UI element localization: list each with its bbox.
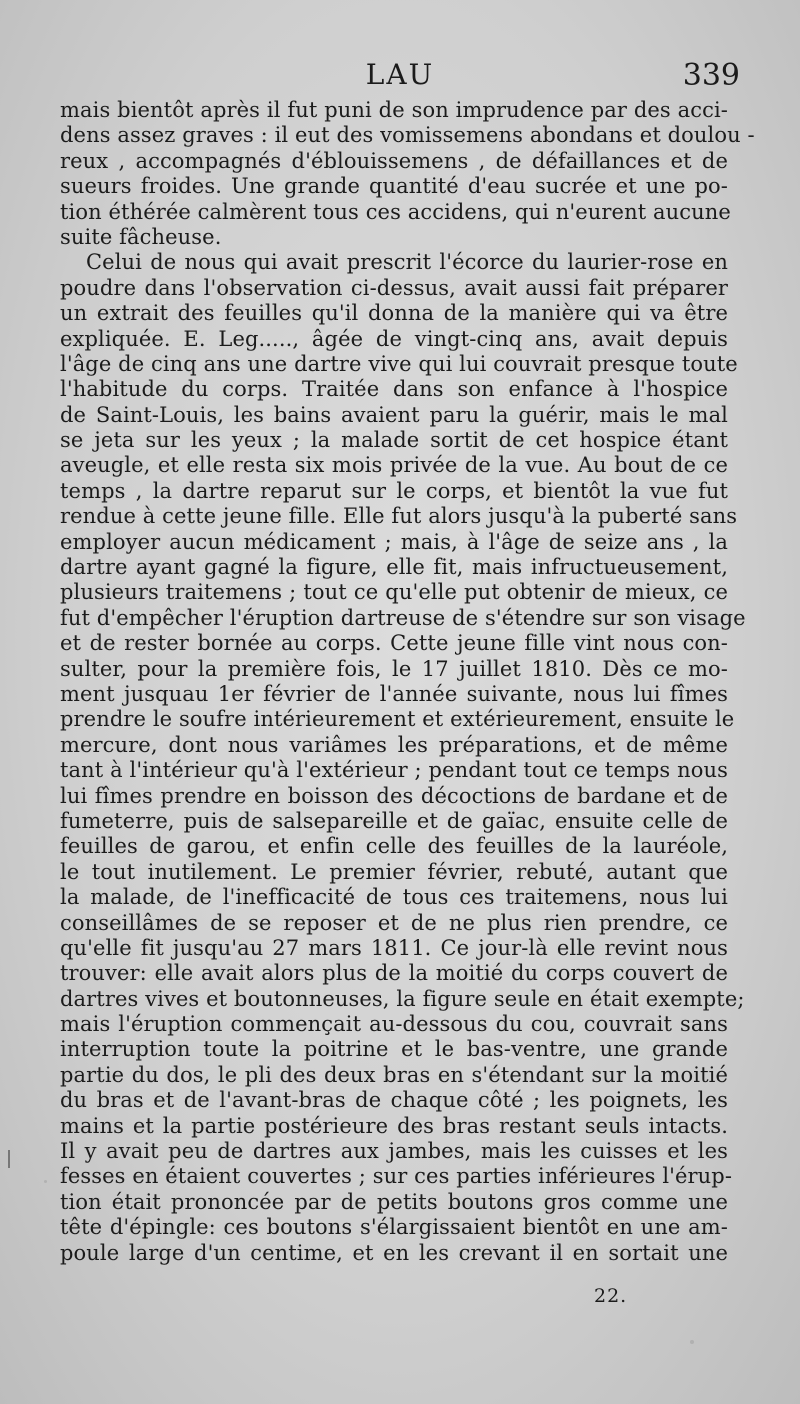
- text-line: un extrait des feuilles qu'il donna de la manière qui va être: [60, 301, 728, 326]
- text-line: dartres vives et boutonneuses, la figure seule en était exempte;: [60, 986, 745, 1011]
- text-line: qu'elle fit jusqu'au 27 mars 1811. Ce jour-là elle revint nous: [60, 935, 728, 960]
- text-line: Il y avait peu de dartres aux jambes, mais les cuisses et les: [60, 1139, 728, 1164]
- text-line: tion éthérée calmèrent tous ces accidens, qui n'eurent aucune: [60, 199, 731, 224]
- text-line: sulter, pour la première fois, le 17 juillet 1810. Dès ce mo-: [60, 656, 728, 681]
- text-line: feuilles de garou, et enfin celle des feuilles de la lauréole,: [60, 834, 728, 859]
- text-line: dartre ayant gagné la figure, elle fit, mais infructueusement,: [60, 555, 728, 580]
- text-line: de Saint-Louis, les bains avaient paru la guérir, mais le mal: [60, 402, 728, 427]
- text-line: lui fîmes prendre en boisson des décoctions de bardane et de: [60, 783, 728, 808]
- body-text: [60, 98, 755, 1266]
- text-line: expliquée. E. Leg....., âgée de vingt-cinq ans, avait depuis: [60, 326, 728, 351]
- text-line: l'âge de cinq ans une dartre vive qui lui couvrait presque toute: [60, 351, 738, 376]
- text-line: le tout inutilement. Le premier février, rebuté, autant que: [60, 859, 728, 884]
- text-line: poudre dans l'observation ci-dessus, avait aussi fait préparer: [60, 275, 728, 300]
- text-line: poule large d'un centime, et en les crevant il en sortait une: [60, 1240, 728, 1265]
- text-line: du bras et de l'avant-bras de chaque côté ; les poignets, les: [60, 1088, 728, 1113]
- text-line: interruption toute la poitrine et le bas-ventre, une grande: [60, 1037, 728, 1062]
- text-line: dens assez graves : il eut des vomissemens abondans et doulou -: [60, 123, 755, 148]
- text-line: fut d'empêcher l'éruption dartreuse de s'étendre sur son visage: [60, 605, 746, 630]
- text-line: et de rester bornée au corps. Cette jeune fille vint nous con-: [60, 631, 728, 656]
- text-line: prendre le soufre intérieurement et extérieurement, ensuite le: [60, 707, 735, 732]
- text-line: temps , la dartre reparut sur le corps, et bientôt la vue fut: [60, 478, 728, 503]
- text-line: conseillâmes de se reposer et de ne plus rien prendre, ce: [60, 910, 728, 935]
- text-line: fumeterre, puis de salsepareille et de gaïac, ensuite celle de: [60, 808, 728, 833]
- text-line: tant à l'intérieur qu'à l'extérieur ; pendant tout ce temps nous: [60, 758, 728, 783]
- text-line: suite fâcheuse.: [60, 224, 222, 249]
- text-line: l'habitude du corps. Traitée dans son enfance à l'hospice: [60, 377, 728, 402]
- running-head: LAU: [365, 58, 435, 91]
- text-line: mais bientôt après il fut puni de son imprudence par des acci-: [60, 98, 728, 122]
- text-line: rendue à cette jeune fille. Elle fut alors jusqu'à la puberté sans: [60, 504, 738, 529]
- text-line: se jeta sur les yeux ; la malade sortit de cet hospice étant: [60, 428, 728, 453]
- text-line: partie du dos, le pli des deux bras en s'étendant sur la moitié: [60, 1062, 728, 1087]
- text-line: la malade, de l'inefficacité de tous ces traitemens, nous lui: [60, 885, 728, 910]
- text-line: reux , accompagnés d'éblouissemens , de défaillances et de: [60, 148, 728, 173]
- paragraph-start-line: Celui de nous qui avait prescrit l'écorce du laurier-rose en: [86, 250, 728, 275]
- text-line: aveugle, et elle resta six mois privée de la vue. Au bout de ce: [60, 453, 728, 478]
- text-line: trouver: elle avait alors plus de la moitié du corps couvert de: [60, 961, 728, 986]
- text-line: tion était prononcée par de petits boutons gros comme une: [60, 1189, 728, 1214]
- ink-speck: [44, 1180, 47, 1183]
- signature-mark: 22.: [594, 1285, 628, 1307]
- ink-speck: [690, 1340, 694, 1344]
- margin-mark: [8, 1150, 10, 1168]
- text-line: mercure, dont nous variâmes les préparations, et de même: [60, 732, 728, 757]
- text-line: fesses en étaient couvertes ; sur ces parties inférieures l'érup-: [60, 1164, 733, 1189]
- page-number: 339: [682, 58, 740, 93]
- page-header: [60, 58, 740, 98]
- text-line: mais l'éruption commençait au-dessous du cou, couvrait sans: [60, 1012, 728, 1037]
- text-line: mains et la partie postérieure des bras restant seuls intacts.: [60, 1113, 728, 1138]
- text-line: plusieurs traitemens ; tout ce qu'elle put obtenir de mieux, ce: [60, 580, 728, 605]
- text-line: tête d'épingle: ces boutons s'élargissaient bientôt en une am-: [60, 1215, 728, 1240]
- text-line: ment jusquau 1er février de l'année suivante, nous lui fîmes: [60, 681, 728, 706]
- text-line: employer aucun médicament ; mais, à l'âge de seize ans , la: [60, 529, 728, 554]
- text-line: sueurs froides. Une grande quantité d'eau sucrée et une po-: [60, 174, 728, 199]
